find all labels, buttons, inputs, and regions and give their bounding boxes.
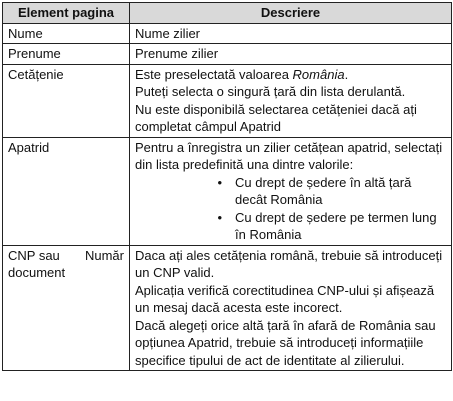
list-item: • Cu drept de ședere în altă țară decât România [135,174,446,209]
list-item: • Cu drept de ședere pe termen lung în România [135,209,446,244]
table-row [3,64,452,137]
row-description-nume [130,23,452,44]
bullet-icon: • [217,174,222,190]
description-text: Dacă alegeți orice altă țară în afară de România sau opțiunea Apatrid, trebuie să introduceți informațiile specifice tipului de act de identitate al zilierului. [135,317,436,368]
row-element-prenume: Prenume [3,44,130,65]
table-row [3,23,452,44]
header-element: Element pagina [3,3,130,24]
row-element-cnp: CNP sau Număr document [3,245,130,371]
description-text: Nu este disponibilă selectarea cetățeniei dacă ați completat câmpul Apatrid [135,101,417,134]
row-element-nume: Nume [3,23,130,44]
bullet-list [135,174,446,244]
row-description-apatrid [130,137,452,245]
table-row [3,245,452,371]
description-text: Pentru a înregistra un zilier cetățean apatrid, selectați din lista predefinită una dintre valorile: [135,139,443,172]
row-description-cetatenie [130,64,452,137]
table-row [3,137,452,245]
row-description-prenume [130,44,452,65]
row-element-apatrid: Apatrid [3,137,130,245]
description-text: Nume zilier [135,25,201,41]
preselected-value: România [292,66,345,82]
description-text: Prenume zilier [135,46,219,61]
description-text: Daca ați ales cetățenia română, trebuie să introduceți un CNP valid. [135,247,443,280]
description-text: Aplicația verifică corectitudinea CNP-ului și afișează un mesaj dacă acesta este incorect. [135,282,435,315]
description-lead: Este preselectată valoarea România. [135,66,349,82]
row-description-cnp [130,245,452,371]
header-description: Descriere [130,3,452,24]
row-element-cetatenie: Cetățenie [3,64,130,137]
table-header-row [3,3,452,24]
description-text: Puteți selecta o singură țară din lista derulantă. [135,84,406,99]
bullet-icon: • [217,209,222,225]
table-row [3,44,452,65]
element-description-table [2,2,452,371]
